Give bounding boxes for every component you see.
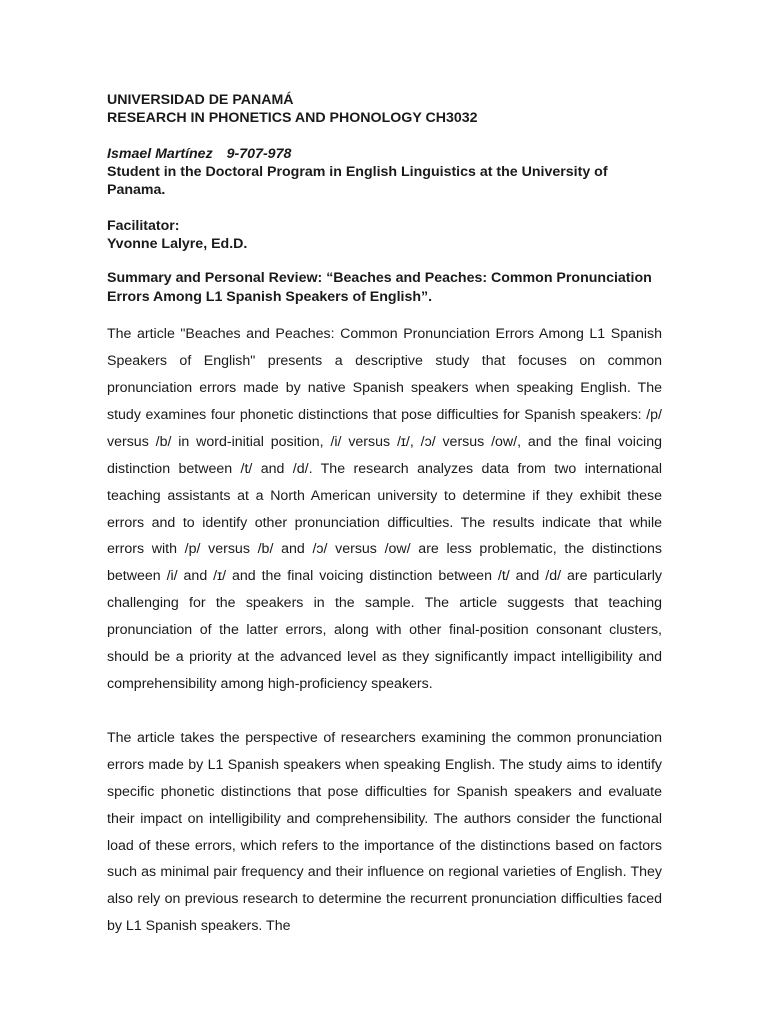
course-heading: RESEARCH IN PHONETICS AND PHONOLOGY CH3032 [107,110,478,126]
document-page [107,91,662,940]
body-paragraph: The article "Beaches and Peaches: Common Pronunciation Errors Among L1 Spanish Speakers of English" presents a descriptive study that focuses on common pronunciation errors made by native Spanish speakers when speaking English. The study examines four phonetic distinctions that pose difficulties for Spanish speakers: /p/ versus /b/ in word-initial position, /i/ versus /ɪ/, /ɔ/ versus /ow/, and the final voicing distinction between /t/ and /d/. The research analyzes data from two international teaching assistants at a North American university to determine if they exhibit these errors and to identify other pronunciation difficulties. The results indicate that while errors with /p/ versus /b/ and /ɔ/ versus /ow/ are less problematic, the distinctions between /i/ and /ɪ/ and the final voicing distinction between /t/ and /d/ are particularly challenging for the speakers in the sample. The article suggests that teaching pronunciation of the latter errors, along with other final-position consonant clusters, should be a priority at the advanced level as they significantly impact intelligibility and comprehensibility among high-proficiency speakers. [107,326,662,692]
body-paragraph: The article takes the perspective of researchers examining the common pronunciation errors made by L1 Spanish speakers when speaking English. The study aims to identify specific phonetic distinctions that pose difficulties for Spanish speakers and evaluate their impact on intelligibility and comprehensibility. The authors consider the functional load of these errors, which refers to the importance of the distinctions based on factors such as minimal pair frequency and their influence on regional varieties of English. They also rely on previous research to determine the recurrent pronunciation difficulties faced by L1 Spanish speakers. The [107,729,662,935]
facilitator-label: Facilitator: [107,218,180,234]
author-description: Student in the Doctoral Program in English Linguistics at the University of Panama. [107,164,608,198]
author-line [107,145,662,163]
author-name: Ismael Martínez [107,146,213,162]
facilitator-name: Yvonne Lalyre, Ed.D. [107,236,248,252]
review-title: Summary and Personal Review: “Beaches and Peaches: Common Pronunciation Errors Among L1 Spanish Speakers of English”. [107,270,652,305]
university-heading: UNIVERSIDAD DE PANAMÁ [107,92,294,108]
author-id: 9-707-978 [226,146,292,162]
